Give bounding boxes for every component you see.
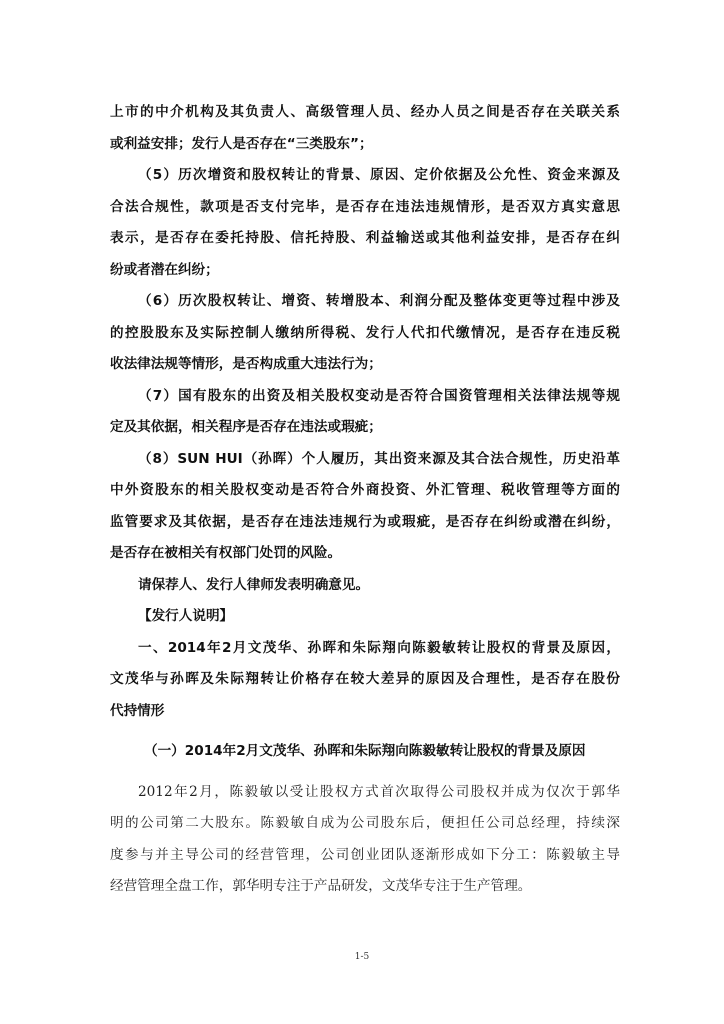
text-line: 中外资股东的相关股权变动是否符合外商投资、外汇管理、税收管理等方面的 [110,482,620,498]
text-line: 是否存在被相关有权部门处罚的风险。 [110,545,342,561]
text-line: 请保荐人、发行人律师发表明确意见。 [138,576,370,593]
text-line: 或利益安排；发行人是否存在“三类股东”； [110,135,373,152]
text-line: 上市的中介机构及其负责人、高级管理人员、经办人员之间是否存在关联关系 [110,104,620,120]
text-line: 的控股股东及实际控制人缴纳所得税、发行人代扣代缴情况，是否存在违反税 [110,324,620,341]
page-number: 1-5 [354,952,370,962]
text-line: 表示，是否存在委托持股、信托持股、利益输送或其他利益安排，是否存在纠 [110,230,620,246]
text-line: 度参与并主导公司的经营管理，公司创业团队逐渐形成如下分工：陈毅敏主导 [110,846,620,863]
text-line: 纷或者潜在纠纷； [110,261,219,278]
text-line: 一、2014年2月文茂华、孙晖和朱际翔向陈毅敏转让股权的背景及原因， [138,639,620,656]
text-line: 代持情形 [110,702,165,719]
text-line: 【发行人说明】 [138,608,234,624]
text-line: 明的公司第二大股东。陈毅敏自成为公司股东后，便担任公司总经理，持续深 [110,815,620,831]
text-line: （5）历次增资和股权转让的背景、原因、定价依据及公允性、资金来源及 [138,167,620,183]
text-line: 收法律法规等情形，是否构成重大违法行为； [110,356,382,372]
document-body [110,97,620,903]
text-line: 2012年2月，陈毅敏以受让股权方式首次取得公司股权并成为仅次于郭华 [138,783,620,800]
text-line: 文茂华与孙晖及朱际翔转让价格存在较大差异的原因及合理性，是否存在股份 [110,671,620,687]
text-line: （一）2014年2月文茂华、孙晖和朱际翔向陈毅敏转让股权的背景及原因 [144,743,586,759]
text-line: 定及其依据，相关程序是否存在违法或瑕疵； [110,419,382,435]
text-line: 经营管理全盘工作，郭华明专注于产品研发，文茂华专注于生产管理。 [110,878,532,894]
text-line: 合法合规性，款项是否支付完毕，是否存在违法违规情形，是否双方真实意思 [110,198,620,215]
text-line: 监管要求及其依据，是否存在违法违规行为或瑕疵，是否存在纠纷或潜在纠纷， [110,513,620,530]
text-line: （7）国有股东的出资及相关股权变动是否符合国资管理相关法律法规等规 [138,387,620,404]
text-line: （8）SUN HUI（孙晖）个人履历，其出资来源及其合法合规性，历史沿革 [138,450,620,467]
text-line: （6）历次股权转让、增资、转增股本、利润分配及整体变更等过程中涉及 [138,293,620,309]
